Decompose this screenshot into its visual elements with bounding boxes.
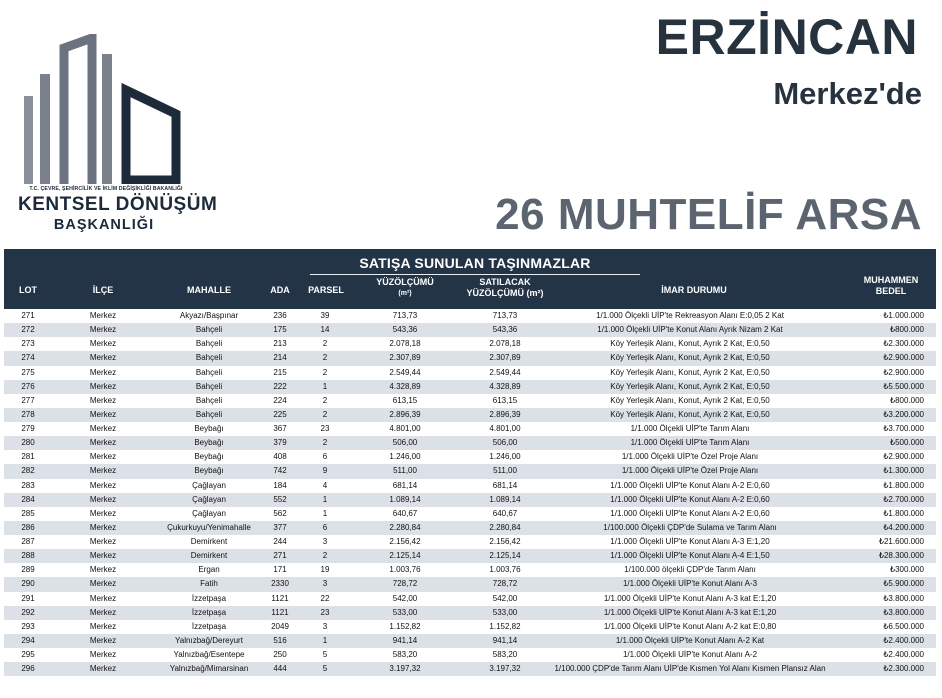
cell-yuzolcumu: 2.549,44 xyxy=(389,367,421,377)
cell-yuzolcumu: 1.246,00 xyxy=(389,452,421,462)
cell-mahalle: Bahçeli xyxy=(195,381,223,391)
cell-mahalle: Beybağı xyxy=(194,438,224,448)
cell-ilce: Merkez xyxy=(89,607,117,617)
cell-ada: 224 xyxy=(273,395,287,405)
cell-satilacak: 728,72 xyxy=(492,579,518,589)
col-yuzolcumu-line1: YÜZÖLÇÜMÜ xyxy=(376,277,434,287)
cell-parsel: 1 xyxy=(322,381,328,391)
cell-ada: 367 xyxy=(273,424,287,433)
col-imar: İMAR DURUMU xyxy=(661,285,727,295)
table-row xyxy=(4,577,936,591)
cell-bedel: ₺3.200.000 xyxy=(883,409,924,419)
cell-bedel: ₺3.800.000 xyxy=(883,607,924,617)
table-row xyxy=(4,563,936,577)
cell-parsel: 1 xyxy=(322,494,328,504)
cell-lot: 273 xyxy=(21,339,35,349)
col-bedel xyxy=(854,275,928,297)
cell-ilce: Merkez xyxy=(89,522,117,532)
cell-ilce: Merkez xyxy=(89,508,117,518)
cell-imar: 1/1.000 Ölçekli UİP'te Rekreasyon Alanı E:0,05 2 Kat xyxy=(596,311,784,320)
cell-lot: 289 xyxy=(21,565,35,575)
cell-mahalle: İzzetpaşa xyxy=(191,621,227,631)
col-ada: ADA xyxy=(270,285,290,295)
cell-mahalle: Çağlayan xyxy=(192,480,226,490)
cell-bedel: ₺3.800.000 xyxy=(883,593,924,603)
col-bedel-line1: MUHAMMEN xyxy=(863,275,919,285)
cell-bedel: ₺6.500.000 xyxy=(883,621,924,631)
table-row xyxy=(4,450,936,464)
cell-imar: 1/100.000 Ölçekli ÇDP'de Sulama ve Tarım Alanı xyxy=(603,522,777,532)
cell-lot: 284 xyxy=(21,494,35,504)
cell-imar: 1/1.000 Ölçekli UİP'te Tarım Alanı xyxy=(630,424,750,433)
cell-bedel: ₺21.600.000 xyxy=(878,537,924,546)
cell-parsel: 2 xyxy=(322,353,328,363)
cell-bedel: ₺2.300.000 xyxy=(883,339,924,349)
cell-lot: 296 xyxy=(21,664,35,674)
table-row xyxy=(4,309,936,323)
cell-ilce: Merkez xyxy=(89,381,117,391)
cell-mahalle: Bahçeli xyxy=(195,353,223,363)
table-row xyxy=(4,535,936,549)
table-row xyxy=(4,620,936,634)
cell-imar: 1/1.000 Ölçekli UİP'te Konut Alanı A-2 E:0,60 xyxy=(610,480,770,490)
property-table xyxy=(4,249,936,698)
cell-bedel: ₺2.900.000 xyxy=(883,452,924,462)
ministry-name: T.C. ÇEVRE, ŞEHİRCİLİK VE İKLİM DEĞİŞİKLİĞİ BAKANLIĞI xyxy=(29,186,183,192)
cell-parsel: 9 xyxy=(322,466,328,476)
cell-ilce: Merkez xyxy=(89,537,117,546)
cell-mahalle: Demirkent xyxy=(190,551,228,561)
col-yuzolcumu-line2: (m²) xyxy=(398,290,412,297)
cell-yuzolcumu: 4.328,89 xyxy=(389,381,421,391)
table-row xyxy=(4,592,936,606)
cell-lot: 290 xyxy=(21,579,35,589)
cell-imar: 1/100.000 ölçekli ÇDP'de Tarım Alanı xyxy=(624,565,756,575)
cell-lot: 293 xyxy=(21,621,35,631)
cell-mahalle: Yalnızbağ/Dereyurt xyxy=(175,635,243,645)
cell-satilacak: 3.197,32 xyxy=(489,664,521,674)
cell-imar: 1/1.000 Ölçekli UİP'te Konut Alanı A-4 E:1,50 xyxy=(610,551,770,561)
cell-mahalle: Beybağı xyxy=(194,452,224,462)
cell-bedel: ₺2.400.000 xyxy=(883,635,924,645)
cell-ada: 171 xyxy=(273,565,287,575)
cell-lot: 287 xyxy=(21,537,35,546)
table-row xyxy=(4,662,936,676)
table-row xyxy=(4,337,936,351)
cell-yuzolcumu: 533,00 xyxy=(392,607,418,617)
cell-mahalle: Yalnızbağ/Esentepe xyxy=(173,650,245,659)
cell-ada: 236 xyxy=(273,311,287,320)
cell-parsel: 2 xyxy=(322,409,328,419)
cell-imar: 1/1.000 Ölçekli UİP'te Konut Alanı A-2 kat E:0,80 xyxy=(603,621,777,631)
cell-yuzolcumu: 511,00 xyxy=(393,466,417,476)
cell-mahalle: Beybağı xyxy=(194,424,224,433)
table-row xyxy=(4,436,936,450)
cell-parsel: 14 xyxy=(320,325,330,335)
table-row xyxy=(4,493,936,507)
table-row xyxy=(4,464,936,478)
logo-title-line1: KENTSEL DÖNÜŞÜM xyxy=(18,194,218,215)
cell-lot: 278 xyxy=(21,409,35,419)
cell-parsel: 22 xyxy=(320,593,330,603)
cell-imar: 1/1.000 Ölçekli UİP'te Konut Alanı A-3 xyxy=(622,579,758,589)
col-satilacak xyxy=(457,277,553,299)
cell-bedel: ₺800.000 xyxy=(889,395,924,405)
cell-satilacak: 1.003,76 xyxy=(489,565,521,575)
col-mahalle: MAHALLE xyxy=(187,285,231,295)
cell-bedel: ₺3.700.000 xyxy=(883,424,924,433)
table-header xyxy=(4,249,936,309)
cell-ada: 516 xyxy=(273,635,287,645)
cell-ilce: Merkez xyxy=(89,466,117,476)
table-row xyxy=(4,394,936,408)
cell-mahalle: Bahçeli xyxy=(195,339,223,349)
cell-mahalle: İzzetpaşa xyxy=(191,593,227,603)
cell-yuzolcumu: 583,20 xyxy=(392,650,418,659)
cell-imar: 1/1.000 Ölçekli UİP'te Özel Proje Alanı xyxy=(621,466,759,476)
cell-ada: 213 xyxy=(273,339,287,349)
cell-lot: 271 xyxy=(21,311,35,320)
table-row xyxy=(4,521,936,535)
cell-satilacak: 2.125,14 xyxy=(489,551,521,561)
cell-ada: 742 xyxy=(273,466,287,476)
cell-lot: 294 xyxy=(21,635,35,645)
cell-yuzolcumu: 2.280,84 xyxy=(389,522,421,532)
cell-satilacak: 2.549,44 xyxy=(489,367,521,377)
cell-lot: 281 xyxy=(21,452,35,462)
cell-satilacak: 506,00 xyxy=(492,438,518,448)
table-row xyxy=(4,606,936,620)
cell-parsel: 6 xyxy=(322,522,328,532)
cell-lot: 274 xyxy=(21,353,35,363)
cell-lot: 276 xyxy=(21,381,35,391)
table-row xyxy=(4,380,936,394)
cell-parsel: 19 xyxy=(320,565,330,575)
header xyxy=(0,0,942,248)
table-band-title: SATIŞA SUNULAN TAŞINMAZLAR xyxy=(310,251,640,275)
cell-ilce: Merkez xyxy=(89,311,117,320)
col-bedel-line2: BEDEL xyxy=(875,286,907,296)
cell-ilce: Merkez xyxy=(89,367,117,377)
cell-yuzolcumu: 542,00 xyxy=(392,593,418,603)
cell-mahalle: Çağlayan xyxy=(192,494,226,504)
cell-parsel: 23 xyxy=(320,607,330,617)
cell-bedel: ₺2.400.000 xyxy=(883,650,924,659)
cell-mahalle: Ergan xyxy=(198,565,220,575)
cell-satilacak: 941,14 xyxy=(492,635,518,645)
cell-bedel: ₺800.000 xyxy=(889,325,924,335)
cell-satilacak: 583,20 xyxy=(492,650,518,659)
cell-satilacak: 2.280,84 xyxy=(489,522,521,532)
col-ilce: İLÇE xyxy=(92,285,114,295)
cell-lot: 277 xyxy=(21,395,35,405)
cell-bedel: ₺300.000 xyxy=(889,565,924,575)
cell-imar: 1/1.000 Ölçekli UİP'te Konut Alanı A-3 kat E:1,20 xyxy=(603,593,777,603)
cell-imar: 1/1.000 Ölçekli UİP'te Konut Alanı Ayrık Nizam 2 Kat xyxy=(597,325,783,335)
table-row xyxy=(4,479,936,493)
col-lot: LOT xyxy=(19,285,37,295)
cell-ada: 214 xyxy=(273,353,287,363)
cell-satilacak: 2.078,18 xyxy=(489,339,521,349)
table-row xyxy=(4,507,936,521)
cell-satilacak: 543,36 xyxy=(492,325,518,335)
cell-yuzolcumu: 613,15 xyxy=(392,395,418,405)
col-yuzolcumu xyxy=(360,277,450,299)
cell-parsel: 6 xyxy=(322,452,328,462)
logo-title-line2: BAŞKANLIĞI xyxy=(53,217,155,233)
cell-parsel: 23 xyxy=(320,424,330,433)
cell-mahalle: Bahçeli xyxy=(195,367,223,377)
cell-yuzolcumu: 2.307,89 xyxy=(389,353,421,363)
cell-ada: 2330 xyxy=(271,579,289,589)
cell-ada: 271 xyxy=(273,551,287,561)
cell-ilce: Merkez xyxy=(89,325,117,335)
cell-imar: Köy Yerleşik Alanı, Konut, Ayrık 2 Kat, E:0,50 xyxy=(610,395,770,405)
cell-lot: 279 xyxy=(21,424,35,433)
cell-mahalle: Çukurkuyu/Yenimahalle xyxy=(167,522,251,532)
cell-yuzolcumu: 1.089,14 xyxy=(389,494,421,504)
cell-satilacak: 640,67 xyxy=(492,508,518,518)
kentsel-donusum-logo xyxy=(18,34,218,239)
cell-parsel: 4 xyxy=(322,480,328,490)
cell-ada: 175 xyxy=(273,325,287,335)
cell-yuzolcumu: 506,00 xyxy=(392,438,418,448)
cell-parsel: 2 xyxy=(322,367,328,377)
cell-mahalle: İzzetpaşa xyxy=(191,607,227,617)
cell-ada: 2049 xyxy=(271,621,289,631)
cell-yuzolcumu: 728,72 xyxy=(392,579,418,589)
cell-mahalle: Bahçeli xyxy=(195,409,223,419)
cell-imar: 1/1.000 Ölçekli UİP'te Tarım Alanı xyxy=(630,438,750,448)
city-title: ERZİNCAN xyxy=(655,9,918,65)
cell-parsel: 39 xyxy=(320,311,330,320)
cell-ada: 1121 xyxy=(271,607,289,617)
cell-satilacak: 1.089,14 xyxy=(489,494,521,504)
cell-ilce: Merkez xyxy=(89,480,117,490)
cell-ilce: Merkez xyxy=(89,650,117,659)
cell-ilce: Merkez xyxy=(89,579,117,589)
cell-imar: Köy Yerleşik Alanı, Konut, Ayrık 2 Kat, E:0,50 xyxy=(610,381,770,391)
cell-ilce: Merkez xyxy=(89,353,117,363)
cell-yuzolcumu: 681,14 xyxy=(392,480,418,490)
cell-bedel: ₺1.800.000 xyxy=(883,480,924,490)
cell-yuzolcumu: 543,36 xyxy=(392,325,418,335)
cell-parsel: 2 xyxy=(322,551,328,561)
table-row xyxy=(4,408,936,422)
cell-ilce: Merkez xyxy=(89,635,117,645)
cell-imar: 1/1.000 Ölçekli UİP'te Konut Alanı A-2 E:0,60 xyxy=(610,508,770,518)
cell-bedel: ₺5.900.000 xyxy=(883,579,924,589)
cell-ada: 1121 xyxy=(271,593,289,603)
cell-parsel: 1 xyxy=(322,635,328,645)
cell-lot: 291 xyxy=(21,593,35,603)
col-satilacak-line1: SATILACAK xyxy=(479,277,531,287)
cell-lot: 275 xyxy=(21,367,35,377)
cell-lot: 292 xyxy=(21,607,35,617)
cell-parsel: 3 xyxy=(322,579,328,589)
cell-parsel: 3 xyxy=(322,537,328,546)
cell-ilce: Merkez xyxy=(89,494,117,504)
cell-ada: 222 xyxy=(273,381,287,391)
cell-imar: 1/100.000 ÇDP'de Tarım Alanı UİP'de Kısmen Yol Alanı Kısmen Plansız Alan xyxy=(554,664,826,674)
cell-yuzolcumu: 1.003,76 xyxy=(389,565,421,575)
cell-satilacak: 2.156,42 xyxy=(489,537,521,546)
cell-ada: 408 xyxy=(273,452,287,462)
cell-ada: 377 xyxy=(273,522,287,532)
cell-ilce: Merkez xyxy=(89,339,117,349)
cell-ilce: Merkez xyxy=(89,452,117,462)
cell-satilacak: 1.246,00 xyxy=(489,452,521,462)
cell-ilce: Merkez xyxy=(89,664,117,674)
cell-mahalle: Beybağı xyxy=(194,466,224,476)
cell-mahalle: Akyazı/Başpınar xyxy=(179,311,239,320)
col-parsel: PARSEL xyxy=(308,285,344,295)
cell-satilacak: 2.307,89 xyxy=(489,353,521,363)
cell-ada: 184 xyxy=(273,480,287,490)
cell-mahalle: Fatih xyxy=(200,579,218,589)
cell-lot: 295 xyxy=(21,650,35,659)
cell-bedel: ₺500.000 xyxy=(889,438,924,448)
cell-ilce: Merkez xyxy=(89,551,117,561)
cell-yuzolcumu: 640,67 xyxy=(392,508,418,518)
cell-lot: 283 xyxy=(21,480,35,490)
cell-imar: 1/1.000 Ölçekli UİP'te Konut Alanı A-2 xyxy=(622,650,758,659)
cell-parsel: 5 xyxy=(322,664,328,674)
cell-mahalle: Bahçeli xyxy=(195,395,223,405)
cell-yuzolcumu: 4.801,00 xyxy=(389,424,421,433)
cell-ada: 244 xyxy=(273,537,287,546)
cell-parsel: 2 xyxy=(322,395,328,405)
cell-bedel: ₺1.800.000 xyxy=(883,508,924,518)
cell-ada: 562 xyxy=(273,508,287,518)
cell-ada: 250 xyxy=(273,650,287,659)
cell-ilce: Merkez xyxy=(89,593,117,603)
cell-bedel: ₺2.900.000 xyxy=(883,367,924,377)
cell-bedel: ₺4.200.000 xyxy=(883,522,924,532)
cell-parsel: 5 xyxy=(322,650,328,659)
cell-satilacak: 4.801,00 xyxy=(489,424,521,433)
cell-imar: 1/1.000 Ölçekli UİP'te Özel Proje Alanı xyxy=(621,452,759,462)
cell-lot: 282 xyxy=(21,466,35,476)
cell-ilce: Merkez xyxy=(89,424,117,433)
cell-mahalle: Bahçeli xyxy=(195,325,223,335)
cell-ada: 552 xyxy=(273,494,287,504)
cell-lot: 288 xyxy=(21,551,35,561)
cell-satilacak: 542,00 xyxy=(492,593,518,603)
cell-ilce: Merkez xyxy=(89,565,117,575)
table-row xyxy=(4,422,936,436)
cell-yuzolcumu: 713,73 xyxy=(392,311,418,320)
cell-bedel: ₺2.700.000 xyxy=(883,494,924,504)
offer-headline: 26 MUHTELİF ARSA xyxy=(495,190,922,239)
cell-imar: 1/1.000 Ölçekli UİP'te Konut Alanı A-2 E:0,60 xyxy=(610,494,770,504)
cell-ilce: Merkez xyxy=(89,395,117,405)
cell-satilacak: 2.896,39 xyxy=(489,409,521,419)
cell-imar: Köy Yerleşik Alanı, Konut, Ayrık 2 Kat, E:0,50 xyxy=(610,339,770,349)
table-row xyxy=(4,323,936,337)
cell-ada: 215 xyxy=(273,367,287,377)
cell-imar: Köy Yerleşik Alanı, Konut, Ayrık 2 Kat, E:0,50 xyxy=(610,353,770,363)
table-row xyxy=(4,351,936,365)
cell-satilacak: 4.328,89 xyxy=(489,381,521,391)
col-satilacak-line2: YÜZÖLÇÜMÜ (m²) xyxy=(466,288,544,298)
cell-yuzolcumu: 2.125,14 xyxy=(389,551,421,561)
cell-satilacak: 1.152,82 xyxy=(489,621,521,631)
cell-bedel: ₺2.300.000 xyxy=(883,664,924,674)
table-row xyxy=(4,648,936,662)
cell-lot: 285 xyxy=(21,508,35,518)
cell-satilacak: 511,00 xyxy=(493,466,517,476)
cell-ilce: Merkez xyxy=(89,621,117,631)
cell-satilacak: 681,14 xyxy=(492,480,518,490)
cell-imar: 1/1.000 Ölçekli UİP'te Konut Alanı A-3 E:1,20 xyxy=(610,537,770,546)
cell-mahalle: Çağlayan xyxy=(192,508,226,518)
cell-lot: 272 xyxy=(21,325,35,335)
cell-mahalle: Demirkent xyxy=(190,537,228,546)
cell-parsel: 3 xyxy=(322,621,328,631)
cell-parsel: 2 xyxy=(322,339,328,349)
cell-imar: Köy Yerleşik Alanı, Konut, Ayrık 2 Kat, E:0,50 xyxy=(610,367,770,377)
table-row xyxy=(4,634,936,648)
cell-satilacak: 533,00 xyxy=(492,607,518,617)
cell-yuzolcumu: 1.152,82 xyxy=(389,621,421,631)
cell-yuzolcumu: 2.156,42 xyxy=(389,537,421,546)
cell-ada: 379 xyxy=(273,438,287,448)
table-row xyxy=(4,366,936,380)
table-body xyxy=(4,309,936,676)
cell-lot: 286 xyxy=(21,522,35,532)
table-row xyxy=(4,549,936,563)
cell-imar: 1/1.000 Ölçekli UİP'te Konut Alanı A-2 Kat xyxy=(615,635,765,645)
cell-ada: 444 xyxy=(273,664,287,674)
cell-ada: 225 xyxy=(273,409,287,419)
cell-yuzolcumu: 3.197,32 xyxy=(389,664,421,674)
cell-bedel: ₺2.900.000 xyxy=(883,353,924,363)
cell-yuzolcumu: 941,14 xyxy=(392,635,418,645)
cell-bedel: ₺1.300.000 xyxy=(883,466,924,476)
cell-lot: 280 xyxy=(21,438,35,448)
cell-bedel: ₺28.300.000 xyxy=(878,551,924,561)
cell-imar: Köy Yerleşik Alanı, Konut, Ayrık 2 Kat, E:0,50 xyxy=(610,409,770,419)
cell-ilce: Merkez xyxy=(89,409,117,419)
district-subtitle: Merkez'de xyxy=(773,76,922,111)
cell-yuzolcumu: 2.896,39 xyxy=(389,409,421,419)
cell-imar: 1/1.000 Ölçekli UİP'te Konut Alanı A-3 kat E:1,20 xyxy=(603,607,777,617)
cell-satilacak: 713,73 xyxy=(492,311,518,320)
cell-bedel: ₺5.500.000 xyxy=(883,381,924,391)
cell-parsel: 2 xyxy=(322,438,328,448)
cell-mahalle: Yalnızbağ/Mimarsinan xyxy=(169,664,249,674)
cell-ilce: Merkez xyxy=(89,438,117,448)
cell-bedel: ₺1.000.000 xyxy=(883,311,924,320)
cell-satilacak: 613,15 xyxy=(492,395,518,405)
cell-yuzolcumu: 2.078,18 xyxy=(389,339,421,349)
building-logo-icon xyxy=(18,34,188,184)
cell-parsel: 1 xyxy=(322,508,328,518)
